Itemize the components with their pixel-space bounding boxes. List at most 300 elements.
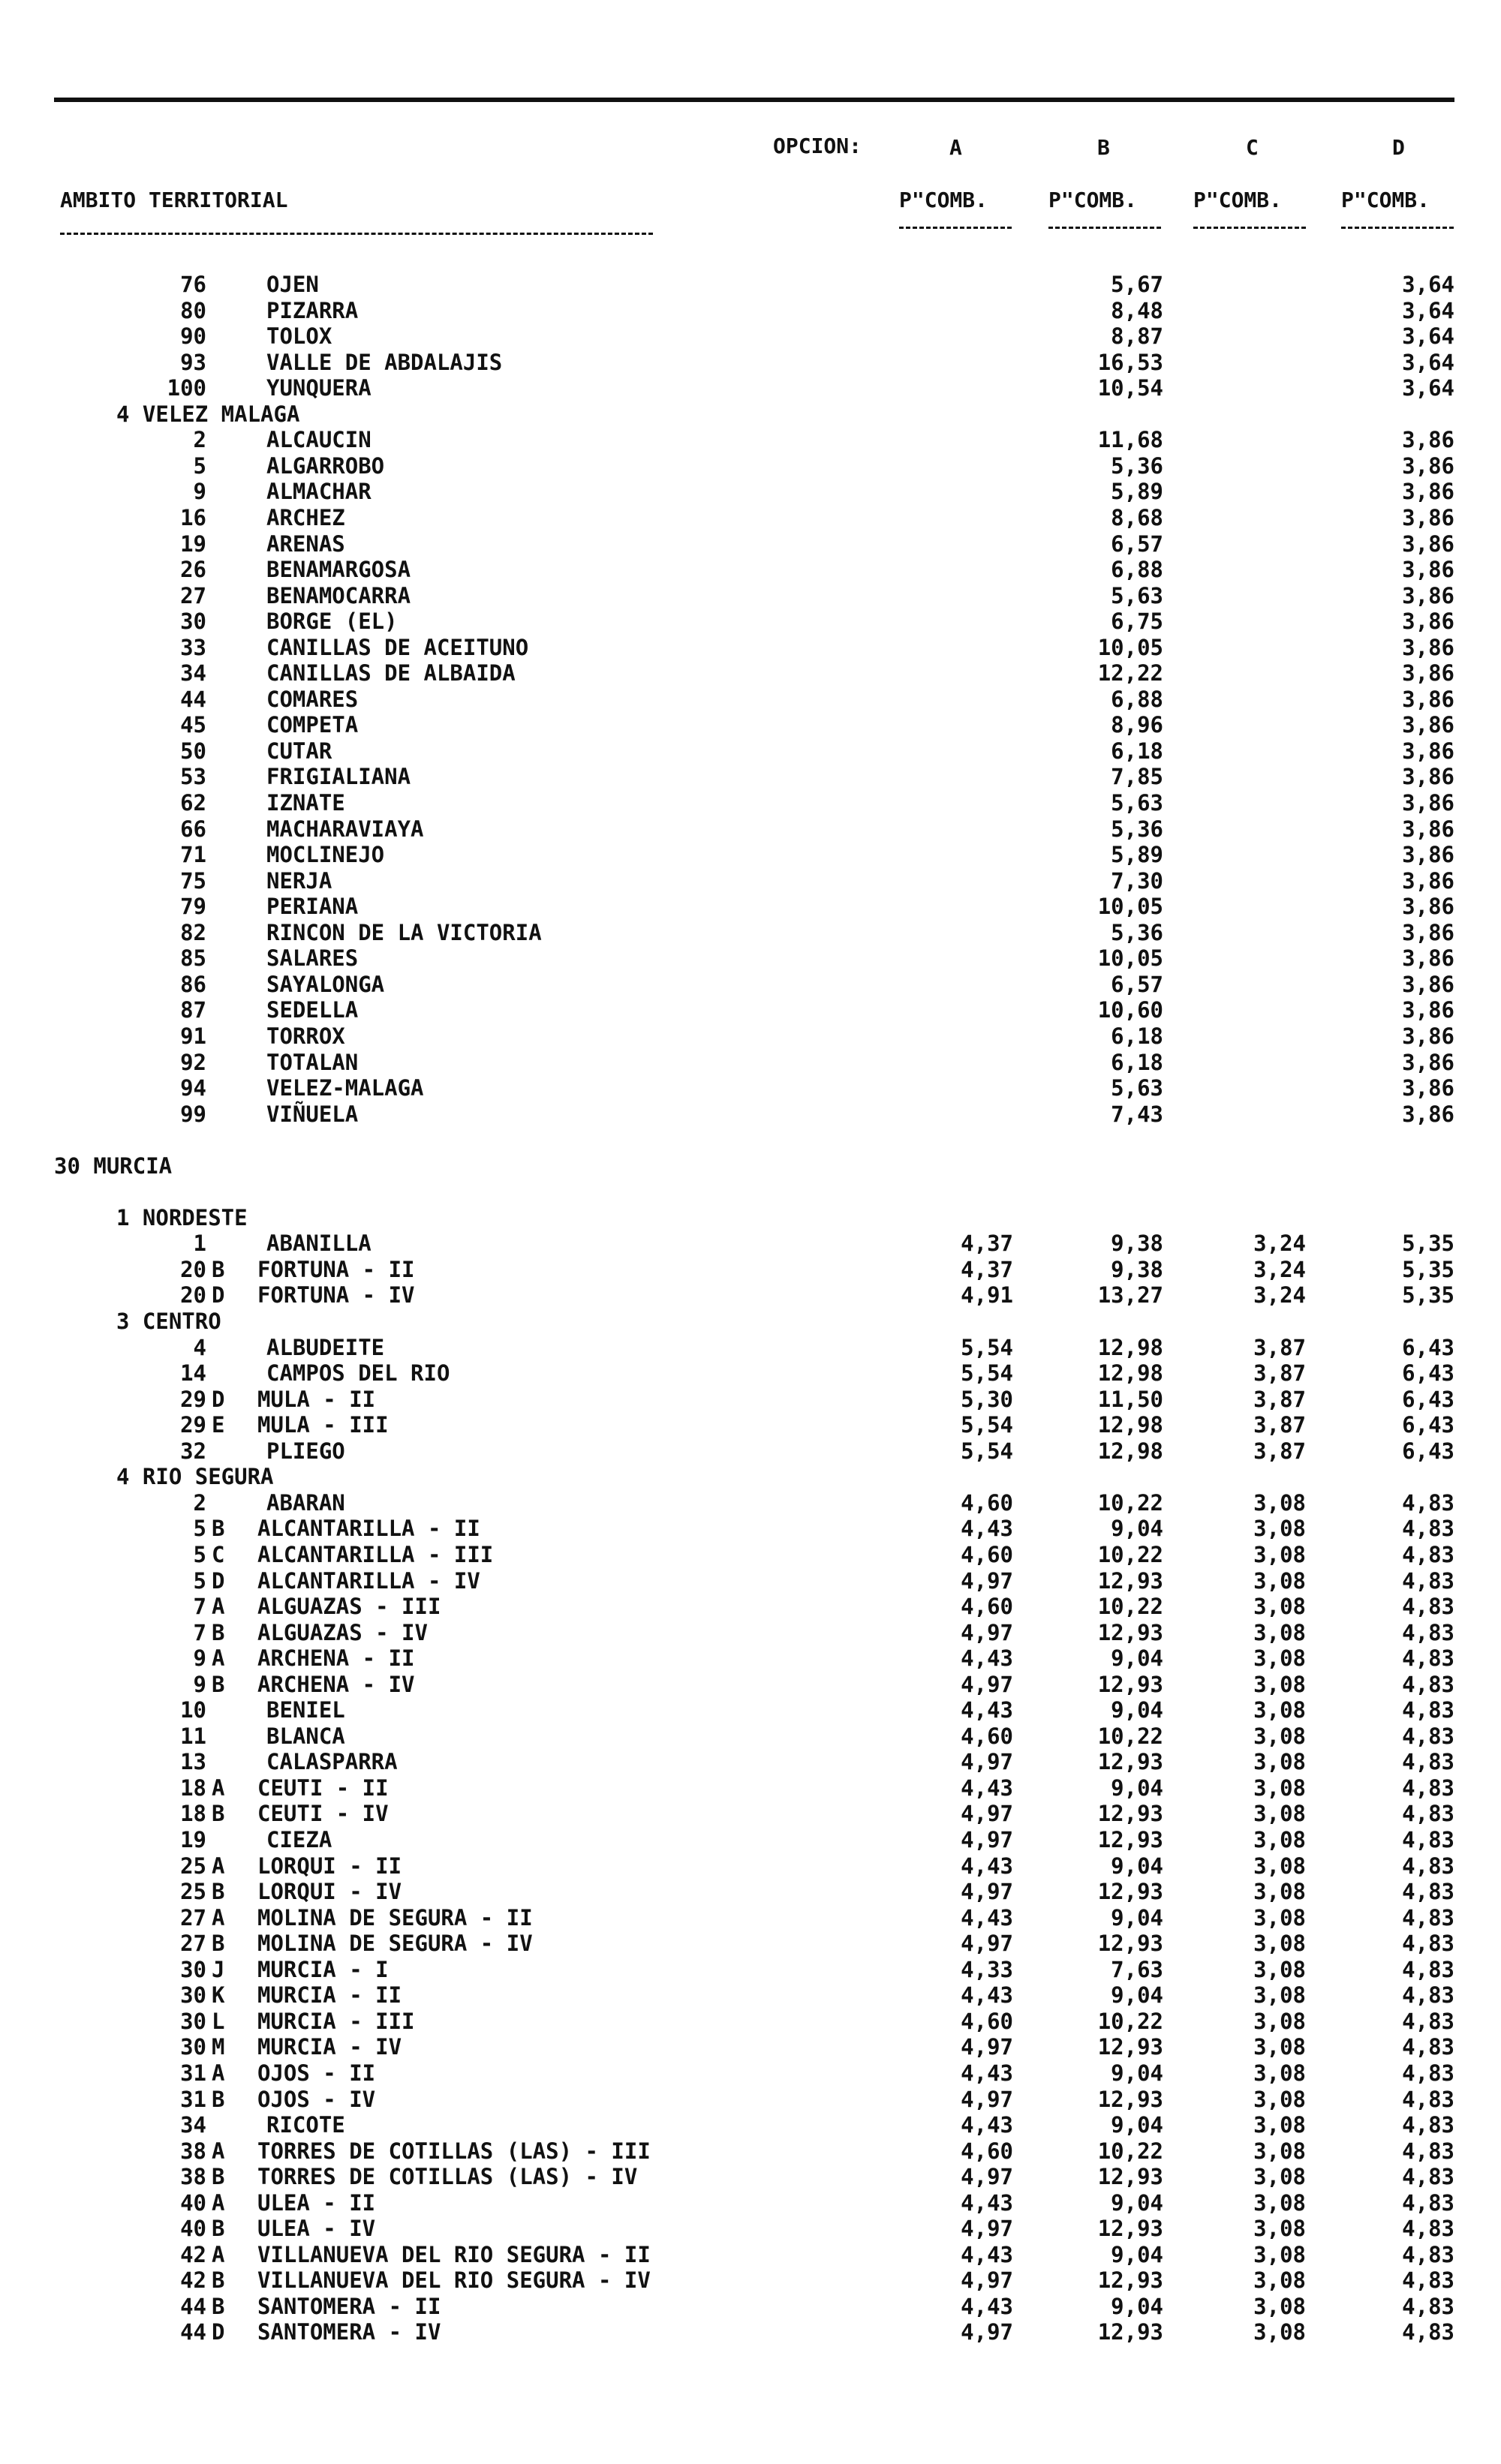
value-option-b: 5,67 — [1111, 272, 1163, 297]
option-a-underline — [899, 227, 1012, 229]
municipality-code: 82 — [180, 919, 206, 945]
value-option-a: 4,43 — [961, 1982, 1013, 2009]
municipality-name: MURCIA - II — [257, 1982, 402, 2009]
option-d-column-label: P"COMB. — [1341, 188, 1430, 212]
municipality-suffix: B — [212, 2216, 225, 2242]
table-row — [0, 868, 1501, 894]
value-option-a: 4,97 — [961, 2086, 1013, 2112]
value-option-a: 4,97 — [961, 1567, 1013, 1594]
value-option-a: 4,60 — [961, 1594, 1013, 1620]
value-option-d: 4,83 — [1402, 1489, 1454, 1516]
table-row — [0, 2267, 1501, 2294]
table-row — [0, 1931, 1501, 1957]
value-option-c: 3,08 — [1253, 1619, 1306, 1645]
table-row — [0, 1438, 1501, 1465]
municipality-suffix: B — [212, 1801, 225, 1827]
top-rule — [54, 98, 1454, 102]
value-option-d: 4,83 — [1402, 1671, 1454, 1697]
table-row — [0, 453, 1501, 479]
value-option-a: 4,97 — [961, 1879, 1013, 1905]
municipality-name: PERIANA — [266, 894, 359, 920]
municipality-code: 71 — [180, 842, 206, 868]
municipality-name: MURCIA - III — [257, 2008, 415, 2034]
municipality-code: 16 — [180, 504, 206, 530]
value-option-a: 4,60 — [961, 2138, 1013, 2164]
municipality-name: VELEZ-MALAGA — [266, 1075, 424, 1101]
municipality-code: 9 — [193, 1645, 206, 1672]
municipality-code: 87 — [180, 997, 206, 1023]
table-row — [0, 1879, 1501, 1905]
municipality-name: ALGUAZAS - III — [257, 1594, 441, 1620]
municipality-suffix: D — [212, 1282, 225, 1309]
municipality-name: ALCANTARILLA - III — [257, 1541, 494, 1567]
municipality-suffix: J — [212, 1956, 225, 1982]
value-option-b: 12,93 — [1097, 2267, 1163, 2294]
value-option-d: 4,83 — [1402, 2112, 1454, 2138]
municipality-code: 44 — [180, 2293, 206, 2319]
value-option-d: 4,83 — [1402, 1723, 1454, 1749]
value-option-b: 8,48 — [1111, 297, 1163, 323]
municipality-code: 92 — [180, 1049, 206, 1075]
municipality-code: 30 — [180, 1956, 206, 1982]
municipality-name: OJOS - II — [257, 2060, 376, 2086]
table-row — [0, 2060, 1501, 2087]
municipality-name: CUTAR — [266, 738, 332, 764]
table-row — [0, 1723, 1501, 1750]
municipality-code: 7 — [193, 1594, 206, 1620]
value-option-a: 4,97 — [961, 1801, 1013, 1827]
municipality-name: VALLE DE ABDALAJIS — [266, 349, 503, 375]
value-option-b: 9,04 — [1111, 1516, 1163, 1542]
table-row — [0, 945, 1501, 972]
value-option-d: 4,83 — [1402, 2138, 1454, 2164]
value-option-c: 3,08 — [1253, 1774, 1306, 1801]
option-c-column-label: P"COMB. — [1193, 188, 1283, 212]
value-option-b: 11,68 — [1097, 427, 1163, 453]
value-option-d: 3,86 — [1402, 790, 1454, 816]
table-row — [0, 583, 1501, 609]
municipality-suffix: D — [212, 1386, 225, 1412]
comarca-row — [0, 1205, 1501, 1231]
municipality-name: TOLOX — [266, 323, 332, 350]
municipality-code: 93 — [180, 349, 206, 375]
table-row — [0, 816, 1501, 843]
value-option-c: 3,08 — [1253, 1723, 1306, 1749]
municipality-name: COMARES — [266, 686, 359, 712]
value-option-b: 12,93 — [1097, 1801, 1163, 1827]
municipality-name: MACHARAVIAYA — [266, 816, 424, 842]
municipality-name: LORQUI - IV — [257, 1879, 402, 1905]
value-option-a: 4,97 — [961, 2216, 1013, 2242]
value-option-d: 3,86 — [1402, 608, 1454, 635]
value-option-b: 9,04 — [1111, 1645, 1163, 1672]
value-option-a: 4,60 — [961, 1541, 1013, 1567]
value-option-b: 8,96 — [1111, 712, 1163, 738]
table-row — [0, 842, 1501, 868]
value-option-d: 3,86 — [1402, 479, 1454, 505]
municipality-name: SANTOMERA - IV — [257, 2319, 441, 2345]
table-row — [0, 635, 1501, 661]
municipality-code: 42 — [180, 2267, 206, 2294]
value-option-d: 4,83 — [1402, 2008, 1454, 2034]
value-option-c: 3,08 — [1253, 2086, 1306, 2112]
municipality-code: 53 — [180, 764, 206, 790]
municipality-suffix: A — [212, 2241, 225, 2267]
value-option-b: 12,93 — [1097, 1619, 1163, 1645]
value-option-d: 3,86 — [1402, 971, 1454, 997]
municipality-code: 80 — [180, 297, 206, 323]
municipality-name: ABANILLA — [266, 1230, 371, 1257]
value-option-d: 3,86 — [1402, 504, 1454, 530]
comarca-name: 4 VELEZ MALAGA — [116, 401, 300, 427]
municipality-code: 7 — [193, 1619, 206, 1645]
value-option-b: 9,04 — [1111, 2293, 1163, 2319]
municipality-name: FORTUNA - IV — [257, 1282, 415, 1309]
table-row — [0, 687, 1501, 713]
municipality-code: 27 — [180, 582, 206, 608]
value-option-b: 7,85 — [1111, 764, 1163, 790]
value-option-d: 3,86 — [1402, 764, 1454, 790]
option-c-header: C — [1246, 135, 1259, 160]
value-option-c: 3,08 — [1253, 1801, 1306, 1827]
table-row — [0, 2216, 1501, 2242]
value-option-d: 4,83 — [1402, 1774, 1454, 1801]
table-row — [0, 1697, 1501, 1723]
municipality-name: ALMACHAR — [266, 479, 371, 505]
table-row — [0, 2112, 1501, 2138]
value-option-b: 7,30 — [1111, 867, 1163, 894]
table-row — [0, 1257, 1501, 1283]
value-option-b: 9,38 — [1111, 1256, 1163, 1282]
municipality-code: 38 — [180, 2138, 206, 2164]
municipality-suffix: B — [212, 2293, 225, 2319]
table-row — [0, 1775, 1501, 1801]
value-option-b: 12,98 — [1097, 1438, 1163, 1464]
municipality-code: 18 — [180, 1774, 206, 1801]
table-row — [0, 1516, 1501, 1542]
municipality-code: 50 — [180, 738, 206, 764]
table-row — [0, 1282, 1501, 1309]
option-b-column-label: P"COMB. — [1048, 188, 1138, 212]
value-option-c: 3,08 — [1253, 1853, 1306, 1879]
value-option-d: 3,86 — [1402, 686, 1454, 712]
municipality-suffix: B — [212, 1671, 225, 1697]
ambito-underline — [60, 233, 653, 235]
table-row — [0, 712, 1501, 738]
table-row — [0, 1230, 1501, 1257]
municipality-name: CEUTI - II — [257, 1774, 389, 1801]
value-option-d: 4,83 — [1402, 2319, 1454, 2345]
municipality-name: RINCON DE LA VICTORIA — [266, 919, 542, 945]
value-option-b: 12,93 — [1097, 1931, 1163, 1957]
value-option-b: 10,22 — [1097, 1594, 1163, 1620]
value-option-c: 3,08 — [1253, 2034, 1306, 2060]
value-option-d: 3,86 — [1402, 997, 1454, 1023]
value-option-d: 3,86 — [1402, 867, 1454, 894]
municipality-code: 26 — [180, 557, 206, 583]
value-option-c: 3,24 — [1253, 1256, 1306, 1282]
table-row — [0, 2009, 1501, 2035]
municipality-name: NERJA — [266, 867, 332, 894]
table-row — [0, 608, 1501, 635]
value-option-a: 5,30 — [961, 1386, 1013, 1412]
municipality-suffix: A — [212, 2189, 225, 2216]
value-option-b: 12,93 — [1097, 1749, 1163, 1775]
value-option-c: 3,08 — [1253, 1594, 1306, 1620]
value-option-b: 12,93 — [1097, 1671, 1163, 1697]
value-option-d: 3,86 — [1402, 738, 1454, 764]
value-option-d: 4,83 — [1402, 1801, 1454, 1827]
value-option-a: 4,37 — [961, 1230, 1013, 1257]
value-option-d: 3,64 — [1402, 375, 1454, 401]
value-option-a: 4,43 — [961, 2189, 1013, 2216]
comarca-row — [0, 401, 1501, 428]
table-row — [0, 2034, 1501, 2060]
table-row — [0, 505, 1501, 531]
value-option-d: 3,64 — [1402, 323, 1454, 350]
value-option-b: 10,22 — [1097, 1489, 1163, 1516]
opcion-label: OPCION: — [773, 134, 862, 158]
municipality-name: BENIEL — [266, 1697, 345, 1723]
value-option-c: 3,87 — [1253, 1438, 1306, 1464]
table-row — [0, 1982, 1501, 2009]
comarca-name: 4 RIO SEGURA — [116, 1464, 274, 1490]
municipality-name: CALASPARRA — [266, 1749, 398, 1775]
municipality-code: 86 — [180, 971, 206, 997]
value-option-b: 12,22 — [1097, 660, 1163, 687]
value-option-b: 12,93 — [1097, 2164, 1163, 2190]
municipality-suffix: A — [212, 2138, 225, 2164]
value-option-a: 4,60 — [961, 1489, 1013, 1516]
value-option-a: 5,54 — [961, 1438, 1013, 1464]
value-option-d: 4,83 — [1402, 2164, 1454, 2190]
value-option-d: 4,83 — [1402, 1645, 1454, 1672]
municipality-code: 100 — [167, 375, 206, 401]
municipality-name: TORRES DE COTILLAS (LAS) - III — [257, 2138, 651, 2164]
value-option-d: 3,86 — [1402, 1075, 1454, 1101]
municipality-code: 19 — [180, 530, 206, 557]
value-option-d: 5,35 — [1402, 1256, 1454, 1282]
value-option-c: 3,08 — [1253, 1645, 1306, 1672]
value-option-b: 8,68 — [1111, 504, 1163, 530]
value-option-d: 4,83 — [1402, 2267, 1454, 2294]
municipality-suffix: D — [212, 1567, 225, 1594]
value-option-a: 4,43 — [961, 1853, 1013, 1879]
municipality-name: FRIGIALIANA — [266, 764, 411, 790]
municipality-name: CANILLAS DE ALBAIDA — [266, 660, 516, 687]
value-option-c: 3,08 — [1253, 1982, 1306, 2009]
province-row — [0, 1153, 1501, 1179]
value-option-b: 8,87 — [1111, 323, 1163, 350]
table-row — [0, 1490, 1501, 1516]
value-option-b: 10,22 — [1097, 2008, 1163, 2034]
municipality-code: 11 — [180, 1723, 206, 1749]
municipality-code: 91 — [180, 1023, 206, 1049]
value-option-b: 6,18 — [1111, 1023, 1163, 1049]
value-option-c: 3,08 — [1253, 2008, 1306, 2034]
value-option-b: 10,22 — [1097, 1541, 1163, 1567]
value-option-d: 4,83 — [1402, 1931, 1454, 1957]
table-row — [0, 920, 1501, 946]
table-row — [0, 2087, 1501, 2113]
option-a-column-label: P"COMB. — [899, 188, 988, 212]
municipality-code: 85 — [180, 945, 206, 972]
value-option-d: 3,86 — [1402, 530, 1454, 557]
municipality-code: 5 — [193, 452, 206, 479]
value-option-d: 3,64 — [1402, 272, 1454, 297]
municipality-name: MOLINA DE SEGURA - IV — [257, 1931, 533, 1957]
value-option-c: 3,08 — [1253, 1541, 1306, 1567]
municipality-name: SAYALONGA — [266, 971, 385, 997]
municipality-name: MURCIA - I — [257, 1956, 389, 1982]
value-option-a: 4,97 — [961, 1619, 1013, 1645]
municipality-name: CAMPOS DEL RIO — [266, 1360, 450, 1387]
value-option-b: 9,04 — [1111, 1697, 1163, 1723]
table-row — [0, 1853, 1501, 1880]
municipality-name: VIÑUELA — [266, 1101, 359, 1127]
table-row — [0, 1335, 1501, 1361]
municipality-code: 44 — [180, 2319, 206, 2345]
value-option-a: 4,60 — [961, 1723, 1013, 1749]
value-option-a: 4,43 — [961, 2112, 1013, 2138]
value-option-b: 6,57 — [1111, 530, 1163, 557]
table-row — [0, 1672, 1501, 1698]
option-d-header: D — [1392, 135, 1405, 160]
value-option-d: 6,43 — [1402, 1360, 1454, 1387]
municipality-name: ULEA - IV — [257, 2216, 376, 2242]
municipality-name: MURCIA - IV — [257, 2034, 402, 2060]
value-option-d: 4,83 — [1402, 1904, 1454, 1931]
table-row — [0, 1749, 1501, 1775]
province-name: 30 MURCIA — [54, 1152, 173, 1179]
value-option-b: 6,18 — [1111, 738, 1163, 764]
municipality-code: 76 — [180, 272, 206, 297]
municipality-suffix: B — [212, 1931, 225, 1957]
table-row — [0, 1101, 1501, 1128]
value-option-c: 3,08 — [1253, 2319, 1306, 2345]
ambito-territorial-label: AMBITO TERRITORIAL — [60, 188, 288, 212]
value-option-d: 3,86 — [1402, 894, 1454, 920]
value-option-d: 3,64 — [1402, 297, 1454, 323]
value-option-c: 3,24 — [1253, 1230, 1306, 1257]
value-option-a: 5,54 — [961, 1412, 1013, 1438]
municipality-name: CEUTI - IV — [257, 1801, 389, 1827]
comarca-name: 3 CENTRO — [116, 1309, 221, 1334]
value-option-d: 3,86 — [1402, 945, 1454, 972]
municipality-code: 2 — [193, 1489, 206, 1516]
value-option-d: 3,86 — [1402, 582, 1454, 608]
table-row — [0, 2294, 1501, 2320]
municipality-name: SALARES — [266, 945, 359, 972]
table-row — [0, 1568, 1501, 1594]
value-option-a: 4,97 — [961, 1827, 1013, 1853]
municipality-name: ALGARROBO — [266, 452, 385, 479]
municipality-name: ALBUDEITE — [266, 1334, 385, 1360]
value-option-a: 5,54 — [961, 1334, 1013, 1360]
value-option-c: 3,08 — [1253, 2293, 1306, 2319]
municipality-suffix: B — [212, 1256, 225, 1282]
value-option-b: 10,22 — [1097, 2138, 1163, 2164]
municipality-code: 40 — [180, 2189, 206, 2216]
municipality-name: MULA - II — [257, 1386, 376, 1412]
municipality-suffix: D — [212, 2319, 225, 2345]
value-option-b: 9,04 — [1111, 2241, 1163, 2267]
municipality-code: 19 — [180, 1827, 206, 1853]
value-option-c: 3,08 — [1253, 2138, 1306, 2164]
value-option-a: 4,60 — [961, 2008, 1013, 2034]
value-option-b: 16,53 — [1097, 349, 1163, 375]
value-option-c: 3,08 — [1253, 2189, 1306, 2216]
value-option-d: 4,83 — [1402, 1749, 1454, 1775]
value-option-d: 3,86 — [1402, 634, 1454, 660]
municipality-name: VILLANUEVA DEL RIO SEGURA - IV — [257, 2267, 651, 2294]
municipality-name: MULA - III — [257, 1412, 389, 1438]
municipality-name: BENAMOCARRA — [266, 582, 411, 608]
value-option-b: 5,89 — [1111, 842, 1163, 868]
municipality-code: 31 — [180, 2086, 206, 2112]
value-option-c: 3,87 — [1253, 1386, 1306, 1412]
municipality-suffix: E — [212, 1412, 225, 1438]
municipality-code: 30 — [180, 608, 206, 635]
value-option-b: 12,93 — [1097, 1827, 1163, 1853]
table-row — [0, 1542, 1501, 1568]
value-option-a: 4,43 — [961, 2060, 1013, 2086]
value-option-c: 3,08 — [1253, 1567, 1306, 1594]
municipality-name: OJOS - IV — [257, 2086, 376, 2112]
table-row — [0, 2138, 1501, 2165]
municipality-code: 13 — [180, 1749, 206, 1775]
value-option-a: 4,97 — [961, 1749, 1013, 1775]
value-option-b: 12,93 — [1097, 1567, 1163, 1594]
table-row — [0, 272, 1501, 298]
value-option-d: 4,83 — [1402, 1853, 1454, 1879]
value-option-a: 4,43 — [961, 1774, 1013, 1801]
municipality-name: ARCHEZ — [266, 504, 345, 530]
municipality-name: TORROX — [266, 1023, 345, 1049]
value-option-b: 10,54 — [1097, 375, 1163, 401]
value-option-b: 6,18 — [1111, 1049, 1163, 1075]
value-option-a: 4,43 — [961, 1645, 1013, 1672]
value-option-a: 4,33 — [961, 1956, 1013, 1982]
value-option-b: 12,98 — [1097, 1360, 1163, 1387]
municipality-name: COMPETA — [266, 712, 359, 738]
value-option-b: 10,05 — [1097, 894, 1163, 920]
municipality-suffix: K — [212, 1982, 225, 2009]
value-option-b: 10,05 — [1097, 634, 1163, 660]
value-option-c: 3,08 — [1253, 1516, 1306, 1542]
value-option-b: 10,60 — [1097, 997, 1163, 1023]
municipality-code: 42 — [180, 2241, 206, 2267]
table-row — [0, 1075, 1501, 1101]
table-row — [0, 2242, 1501, 2268]
value-option-c: 3,87 — [1253, 1334, 1306, 1360]
value-option-b: 12,98 — [1097, 1334, 1163, 1360]
municipality-suffix: A — [212, 2060, 225, 2086]
table-row — [0, 1957, 1501, 1983]
municipality-name: PLIEGO — [266, 1438, 345, 1464]
value-option-c: 3,08 — [1253, 1697, 1306, 1723]
table-row — [0, 1594, 1501, 1620]
municipality-name: ARENAS — [266, 530, 345, 557]
value-option-b: 5,63 — [1111, 582, 1163, 608]
table-row — [0, 1620, 1501, 1646]
municipality-name: ALGUAZAS - IV — [257, 1619, 428, 1645]
municipality-name: VILLANUEVA DEL RIO SEGURA - II — [257, 2241, 651, 2267]
municipality-name: ULEA - II — [257, 2189, 376, 2216]
value-option-d: 3,86 — [1402, 842, 1454, 868]
value-option-b: 5,36 — [1111, 452, 1163, 479]
value-option-b: 10,22 — [1097, 1723, 1163, 1749]
